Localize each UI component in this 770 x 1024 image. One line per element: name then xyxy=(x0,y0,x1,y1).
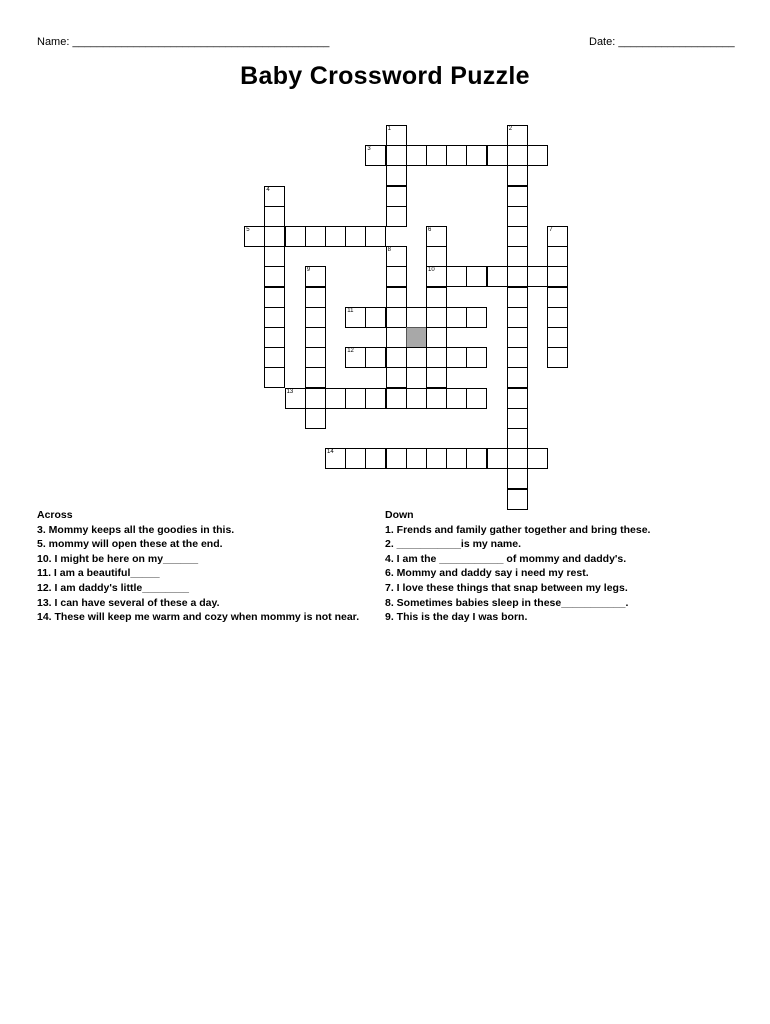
clue-number: 5 xyxy=(246,227,250,233)
grid-cell[interactable] xyxy=(466,388,487,409)
clue-number: 14 xyxy=(327,449,334,456)
grid-cell[interactable] xyxy=(386,165,407,186)
grid-cell[interactable] xyxy=(406,388,427,409)
across-clue: 11. I am a beautiful_____ xyxy=(37,567,160,580)
grid-cell[interactable] xyxy=(507,448,528,469)
grid-cell[interactable] xyxy=(527,145,548,166)
grid-cell[interactable] xyxy=(305,347,326,368)
grid-cell[interactable] xyxy=(507,489,528,510)
grid-cell[interactable] xyxy=(527,266,548,287)
grid-cell[interactable] xyxy=(507,428,528,449)
grid-cell[interactable] xyxy=(547,347,568,368)
grid-cell[interactable] xyxy=(345,347,366,368)
grid-cell[interactable] xyxy=(365,347,386,368)
grid-cell[interactable] xyxy=(386,125,407,146)
grid-cell[interactable] xyxy=(386,206,407,227)
grid-cell[interactable] xyxy=(547,327,568,348)
grid-cell[interactable] xyxy=(426,266,447,287)
down-clue: 2. ___________is my name. xyxy=(385,538,522,551)
name-label: Name: xyxy=(37,36,70,48)
grid-cell[interactable] xyxy=(305,388,326,409)
grid-cell[interactable] xyxy=(507,327,528,348)
grid-cell[interactable] xyxy=(305,327,326,348)
down-heading: Down xyxy=(385,509,414,521)
grid-cell[interactable] xyxy=(466,307,487,328)
grid-cell[interactable] xyxy=(527,448,548,469)
grid-cell[interactable] xyxy=(426,367,447,388)
grid-cell[interactable] xyxy=(446,266,467,287)
grid-cell[interactable] xyxy=(507,266,528,287)
name-blank: __________________________________________ xyxy=(72,36,330,48)
grid-cell[interactable] xyxy=(547,307,568,328)
grid-cell[interactable] xyxy=(365,226,386,247)
grid-cell[interactable] xyxy=(305,367,326,388)
down-clues xyxy=(385,508,725,625)
grid-cell[interactable] xyxy=(547,266,568,287)
grid-cell[interactable] xyxy=(365,307,386,328)
date-label: Date: xyxy=(589,36,616,48)
shaded-cell xyxy=(406,327,427,348)
grid-cell[interactable] xyxy=(507,287,528,308)
grid-cell[interactable] xyxy=(345,226,366,247)
grid-cell[interactable] xyxy=(507,206,528,227)
grid-cell[interactable] xyxy=(386,186,407,207)
grid-cell[interactable] xyxy=(285,388,306,409)
clue-number: 6 xyxy=(428,227,432,233)
grid-cell[interactable] xyxy=(487,145,508,166)
grid-cell[interactable] xyxy=(305,307,326,328)
grid-cell[interactable] xyxy=(386,448,407,469)
grid-cell[interactable] xyxy=(507,165,528,186)
grid-cell[interactable] xyxy=(426,327,447,348)
clue-number: 10 xyxy=(428,267,435,274)
clue-number: 1 xyxy=(387,126,391,132)
page-title: Baby Crossword Puzzle xyxy=(240,62,530,90)
grid-cell[interactable] xyxy=(264,367,285,388)
grid-cell[interactable] xyxy=(386,307,407,328)
date-blank: ___________________ xyxy=(618,36,735,48)
grid-cell[interactable] xyxy=(264,327,285,348)
grid-cell[interactable] xyxy=(426,226,447,247)
grid-cell[interactable] xyxy=(305,226,326,247)
grid-cell[interactable] xyxy=(285,226,306,247)
grid-cell[interactable] xyxy=(466,145,487,166)
grid-cell[interactable] xyxy=(345,388,366,409)
grid-cell[interactable] xyxy=(406,448,427,469)
grid-cell[interactable] xyxy=(547,287,568,308)
grid-cell[interactable] xyxy=(386,367,407,388)
down-clue: 1. Frends and family gather together and bring these. xyxy=(385,523,651,536)
grid-cell[interactable] xyxy=(507,125,528,146)
grid-cell[interactable] xyxy=(325,226,346,247)
grid-cell[interactable] xyxy=(264,186,285,207)
grid-cell[interactable] xyxy=(507,347,528,368)
grid-cell[interactable] xyxy=(507,145,528,166)
grid-cell[interactable] xyxy=(325,448,346,469)
grid-cell[interactable] xyxy=(386,347,407,368)
clue-number: 8 xyxy=(387,247,391,254)
clue-number: 13 xyxy=(286,388,294,395)
clue-number: 4 xyxy=(266,186,270,193)
clue-number: 2 xyxy=(508,126,513,132)
down-clue: 6. Mommy and daddy say i need my rest. xyxy=(385,567,589,580)
grid-cell[interactable] xyxy=(386,388,407,409)
grid-cell[interactable] xyxy=(426,448,447,469)
grid-cell[interactable] xyxy=(345,307,366,328)
grid-cell[interactable] xyxy=(426,347,447,368)
grid-cell[interactable] xyxy=(507,307,528,328)
grid-cell[interactable] xyxy=(507,186,528,207)
grid-cell[interactable] xyxy=(487,266,508,287)
grid-cell[interactable] xyxy=(466,347,487,368)
grid-cell[interactable] xyxy=(507,246,528,267)
across-heading: Across xyxy=(37,509,73,521)
across-clue: 12. I am daddy's little________ xyxy=(37,581,189,594)
grid-cell[interactable] xyxy=(406,307,427,328)
down-clue: 4. I am the ___________ of mommy and daddy's. xyxy=(385,552,627,565)
grid-cell[interactable] xyxy=(386,287,407,308)
grid-cell[interactable] xyxy=(507,408,528,429)
grid-cell[interactable] xyxy=(264,287,285,308)
grid-cell[interactable] xyxy=(264,206,285,227)
grid-cell[interactable] xyxy=(547,226,568,247)
grid-cell[interactable] xyxy=(426,145,447,166)
across-clue: 5. mommy will open these at the end. xyxy=(37,538,223,551)
clue-number: 12 xyxy=(347,348,354,355)
grid-cell[interactable] xyxy=(426,287,447,308)
grid-cell[interactable] xyxy=(244,226,265,247)
down-clue: 9. This is the day I was born. xyxy=(385,611,528,624)
across-clue: 14. These will keep me warm and cozy when mommy is not near. xyxy=(37,611,360,624)
clue-number: 3 xyxy=(367,146,371,153)
grid-cell[interactable] xyxy=(345,448,366,469)
clue-number: 9 xyxy=(306,267,311,274)
grid-cell[interactable] xyxy=(446,347,467,368)
grid-cell[interactable] xyxy=(406,347,427,368)
grid-cell[interactable] xyxy=(507,388,528,409)
grid-cell[interactable] xyxy=(426,246,447,267)
grid-cell[interactable] xyxy=(386,327,407,348)
grid-cell[interactable] xyxy=(305,266,326,287)
grid-cell[interactable] xyxy=(507,367,528,388)
grid-cell[interactable] xyxy=(386,145,407,166)
grid-cell[interactable] xyxy=(264,246,285,267)
grid-cell[interactable] xyxy=(406,145,427,166)
grid-cell[interactable] xyxy=(386,246,407,267)
grid-cell[interactable] xyxy=(305,408,326,429)
grid-cell[interactable] xyxy=(325,388,346,409)
grid-cell[interactable] xyxy=(446,388,467,409)
grid-cell[interactable] xyxy=(264,226,285,247)
grid-cell[interactable] xyxy=(507,468,528,489)
grid-cell[interactable] xyxy=(507,226,528,247)
grid-cell[interactable] xyxy=(365,388,386,409)
grid-cell[interactable] xyxy=(446,307,467,328)
grid-cell[interactable] xyxy=(386,266,407,287)
clue-number: 11 xyxy=(347,307,354,314)
grid-cell[interactable] xyxy=(487,448,508,469)
down-clue: 7. I love these things that snap between my legs. xyxy=(385,581,628,594)
grid-cell[interactable] xyxy=(446,448,467,469)
grid-cell[interactable] xyxy=(365,448,386,469)
grid-cell[interactable] xyxy=(547,246,568,267)
grid-cell[interactable] xyxy=(426,307,447,328)
grid-cell[interactable] xyxy=(365,145,386,166)
grid-cell[interactable] xyxy=(264,347,285,368)
grid-cell[interactable] xyxy=(305,287,326,308)
grid-cell[interactable] xyxy=(466,266,487,287)
across-clue: 10. I might be here on my______ xyxy=(37,552,199,565)
across-clue: 3. Mommy keeps all the goodies in this. xyxy=(37,523,235,536)
down-clue: 8. Sometimes babies sleep in these___________. xyxy=(385,596,629,609)
clue-number: 7 xyxy=(549,227,553,233)
grid-cell[interactable] xyxy=(446,145,467,166)
grid-cell[interactable] xyxy=(466,448,487,469)
across-clues xyxy=(37,508,370,625)
grid-cell[interactable] xyxy=(264,307,285,328)
grid-cell[interactable] xyxy=(264,266,285,287)
grid-cell[interactable] xyxy=(426,388,447,409)
across-clue: 13. I can have several of these a day. xyxy=(37,596,220,609)
